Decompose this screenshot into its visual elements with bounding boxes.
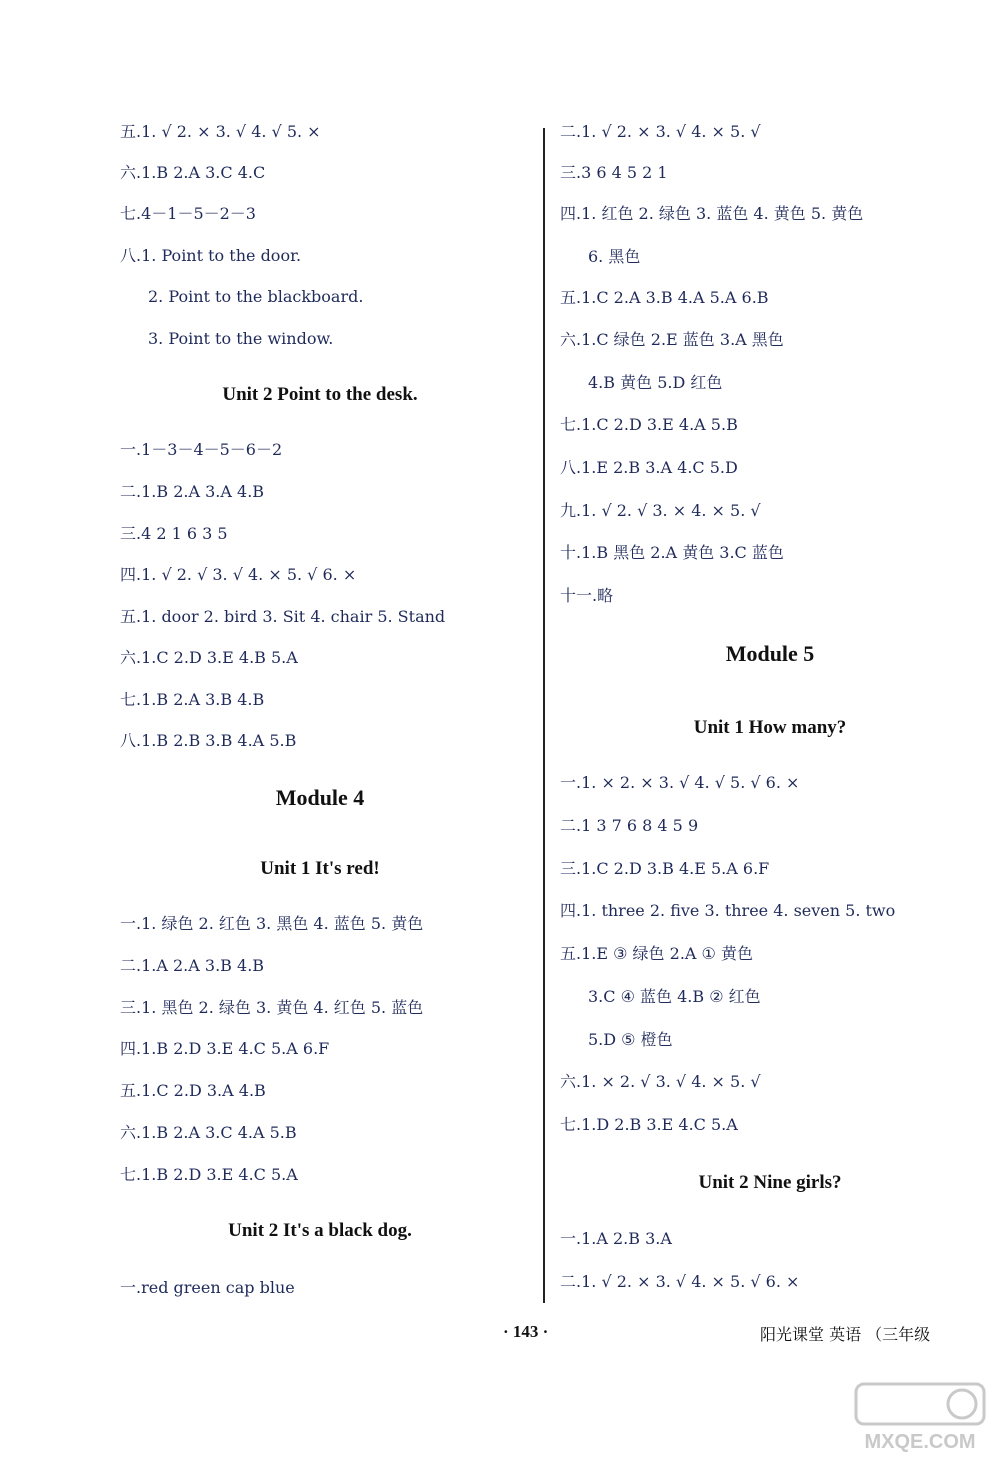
column-divider [543,128,545,1303]
module-heading: Module 4 [275,785,365,810]
answer-line: 2. Point to the blackboard. [148,287,364,306]
module-heading: Module 5 [725,641,815,666]
unit-heading: Unit 2 Nine girls? [698,1172,842,1193]
answer-line: 一.1. 绿色 2. 红色 3. 黑色 4. 蓝色 5. 黄色 [120,914,424,933]
answer-line: 四.1. 红色 2. 绿色 3. 蓝色 4. 黄色 5. 黄色 [560,204,864,223]
answer-line: 四.1. three 2. five 3. three 4. seven 5. two [560,901,896,920]
answer-line: 一.red green cap blue [120,1278,295,1297]
unit-heading: Unit 2 Point to the desk. [222,384,418,405]
answer-line: 七.1.C 2.D 3.E 4.A 5.B [560,415,738,434]
answer-line: 一.1. × 2. × 3. √ 4. √ 5. √ 6. × [560,773,800,792]
answer-line: 二.1. √ 2. × 3. √ 4. × 5. √ [560,122,761,141]
answer-line: 七.1.D 2.B 3.E 4.C 5.A [560,1115,738,1134]
unit-heading: Unit 1 It's red! [260,858,380,879]
answer-line: 十一.略 [560,586,614,605]
answer-line: 七.1.B 2.D 3.E 4.C 5.A [120,1165,298,1184]
answer-line: 七.1.B 2.A 3.B 4.B [120,690,265,709]
answer-line: 五.1. √ 2. × 3. √ 4. √ 5. × [120,122,321,141]
answer-line: 二.1.A 2.A 3.B 4.B [120,956,265,975]
answer-line: 五.1.C 2.D 3.A 4.B [120,1081,266,1100]
answer-watermark-logo-icon [850,1380,990,1455]
answer-line: 4.B 黄色 5.D 红色 [588,373,723,392]
answer-line: 3.C ④ 蓝色 4.B ② 红色 [588,987,761,1006]
answer-line: 6. 黑色 [588,247,641,266]
answer-line: 六.1.C 2.D 3.E 4.B 5.A [120,648,298,667]
answer-line: 5.D ⑤ 橙色 [588,1030,673,1049]
answer-line: 二.1. √ 2. × 3. √ 4. × 5. √ 6. × [560,1272,800,1291]
unit-heading: Unit 1 How many? [693,717,847,738]
answer-line: 二.1 3 7 6 8 4 5 9 [560,816,699,835]
answer-line: 十.1.B 黑色 2.A 黄色 3.C 蓝色 [560,543,784,562]
answer-line: 二.1.B 2.A 3.A 4.B [120,482,265,501]
answer-line: 六.1. × 2. √ 3. √ 4. × 5. √ [560,1072,761,1091]
answer-line: 五.1.E ③ 绿色 2.A ① 黄色 [560,944,753,963]
answer-line: 八.1.E 2.B 3.A 4.C 5.D [560,458,738,477]
answer-line: 四.1. √ 2. √ 3. √ 4. × 5. √ 6. × [120,565,357,584]
answer-line: 一.1.A 2.B 3.A [560,1229,672,1248]
answer-line: 六.1.C 绿色 2.E 蓝色 3.A 黑色 [560,330,784,349]
watermark-text: MXQE.COM [864,1431,976,1453]
unit-heading: Unit 2 It's a black dog. [228,1220,412,1241]
answer-line: 七.4－1－5－2－3 [120,204,256,223]
answer-line: 六.1.B 2.A 3.C 4.A 5.B [120,1123,297,1142]
answer-line: 九.1. √ 2. √ 3. × 4. × 5. √ [560,501,761,520]
answer-line: 八.1.B 2.B 3.B 4.A 5.B [120,731,297,750]
page-number: · 143 · [503,1322,549,1341]
answer-line: 3. Point to the window. [148,329,334,348]
book-title: 阳光课堂 英语 （三年级 [760,1325,931,1344]
answer-line: 三.3 6 4 5 2 1 [560,163,668,182]
answer-line: 六.1.B 2.A 3.C 4.C [120,163,266,182]
answer-line: 一.1－3－4－5－6－2 [120,440,283,459]
answer-line: 三.4 2 1 6 3 5 [120,524,228,543]
answer-line: 四.1.B 2.D 3.E 4.C 5.A 6.F [120,1039,330,1058]
answer-line: 三.1.C 2.D 3.B 4.E 5.A 6.F [560,859,770,878]
answer-line: 八.1. Point to the door. [120,246,302,265]
answer-line: 三.1. 黑色 2. 绿色 3. 黄色 4. 红色 5. 蓝色 [120,998,424,1017]
answer-line: 五.1.C 2.A 3.B 4.A 5.A 6.B [560,288,769,307]
answer-line: 五.1. door 2. bird 3. Sit 4. chair 5. Stand [120,607,446,626]
